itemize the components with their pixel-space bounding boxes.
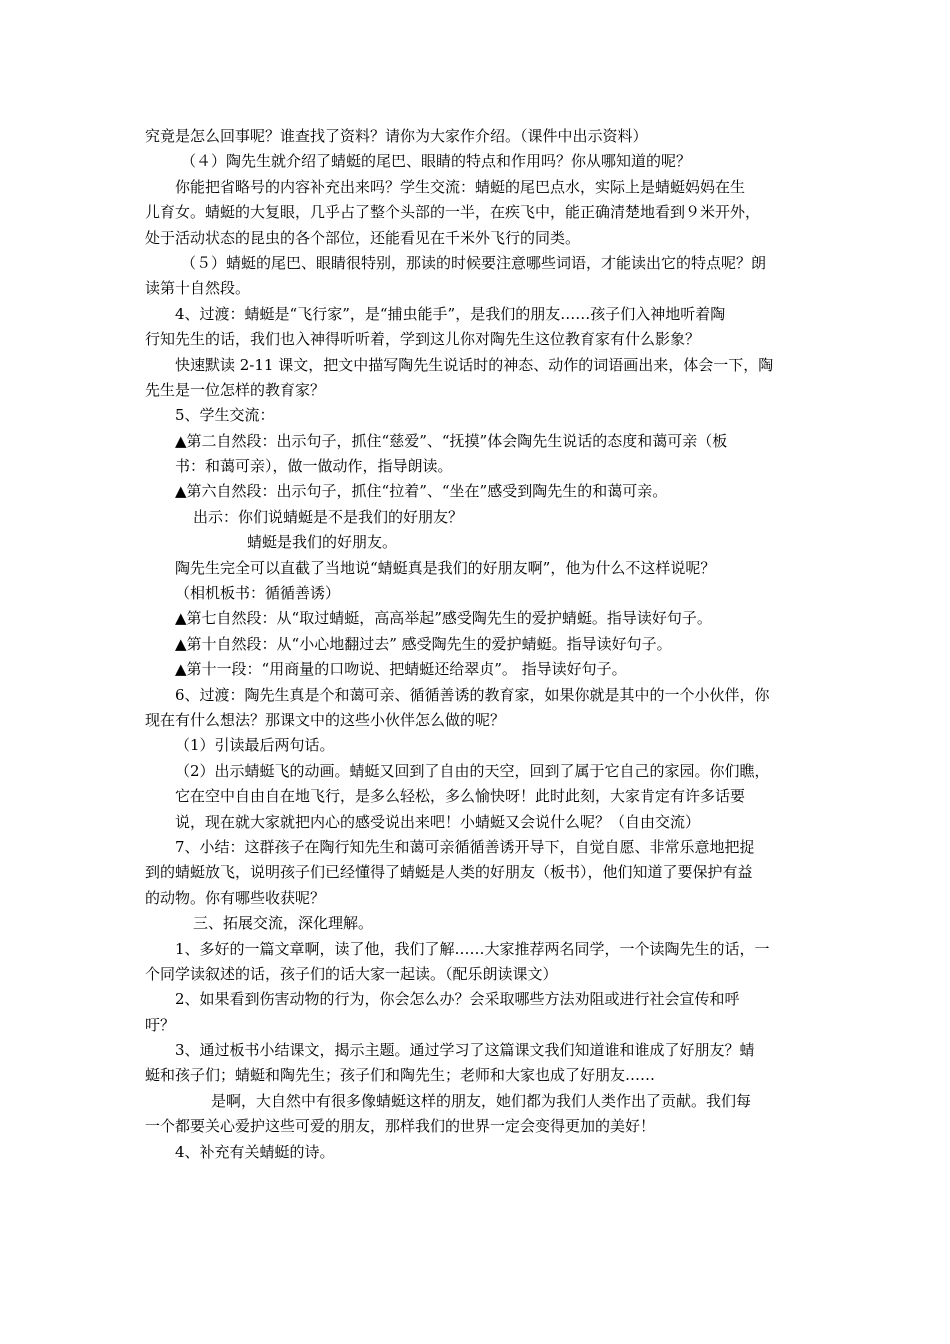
text-line: 书：和蔼可亲），做一做动作，指导朗读。 (175, 457, 453, 476)
text-line: 蜓和孩子们；蜻蜓和陶先生；孩子们和陶先生；老师和大家也成了好朋友…… (145, 1066, 656, 1085)
text-line: 快速默读 2-11 课文，把文中描写陶先生说话时的神态、动作的词语画出来，体会一下，陶 (175, 355, 774, 374)
text-line: （５）蜻蜓的尾巴、眼睛很特别，那读的时候要注意哪些词语，才能读出它的特点呢？朗 (181, 253, 767, 272)
text-line: 7、小结：这群孩子在陶行知先生和蔼可亲循循善诱开导下，自觉自愿、非常乐意地把捉 (175, 837, 755, 856)
text-line: 2、如果看到伤害动物的行为，你会怎么办？会采取哪些方法劝阻或进行社会宣传和呼 (175, 990, 740, 1009)
text-line: ▲第十一段：“用商量的口吻说、把蜻蜓还给翠贞”。 指导读好句子。 (175, 660, 627, 679)
text-line: （４）陶先生就介绍了蜻蜓的尾巴、眼睛的特点和作用吗？你从哪知道的呢？ (181, 152, 692, 171)
text-line: ▲第十自然段：从“小心地翻过去” 感受陶先生的爱护蜻蜓。指导读好句子。 (175, 634, 672, 653)
text-line: 现在有什么想法？那课文中的这些小伙伴怎么做的呢？ (145, 710, 506, 729)
text-line: 5、学生交流： (175, 406, 275, 425)
text-line: 读第十自然段。 (145, 279, 251, 298)
text-line: 吁？ (145, 1015, 176, 1034)
text-line: ▲第六自然段：出示句子，抓住“拉着”、“坐在”感受到陶先生的和蔼可亲。 (175, 482, 668, 501)
section-heading: 三、拓展交流，深化理解。 (193, 914, 374, 933)
text-line: 一个都要关心爱护这些可爱的朋友，那样我们的世界一定会变得更加的美好！ (145, 1117, 656, 1136)
lesson-plan-body (145, 124, 810, 1165)
text-line: （相机板书：循循善诱） (175, 584, 341, 603)
text-line: 4、过渡：蜻蜓是“飞行家”，是“捕虫能手”，是我们的朋友……孩子们入神地听着陶 (175, 304, 726, 323)
text-line: 的动物。你有哪些收获呢？ (145, 888, 326, 907)
text-line: 你能把省略号的内容补充出来吗？学生交流：蜻蜓的尾巴点水，实际上是蜻蜓妈妈在生 (175, 177, 746, 196)
text-line: 行知先生的话，我们也入神得听听着，学到这儿你对陶先生这位教育家有什么影象？ (145, 330, 701, 349)
text-line: 6、过渡：陶先生真是个和蔼可亲、循循善诱的教育家，如果你就是其中的一个小伙伴，你 (175, 685, 770, 704)
text-line: 先生是一位怎样的教育家？ (145, 380, 326, 399)
text-line: 儿育女。蜻蜓的大复眼，几乎占了整个头部的一半，在疾飞中，能正确清楚地看到９米开外， (145, 203, 761, 222)
text-line: 蜻蜓是我们的好朋友。 (247, 533, 398, 552)
text-line: 出示：你们说蜻蜓是不是我们的好朋友？ (193, 507, 464, 526)
text-line: 处于活动状态的昆虫的各个部位，还能看见在千米外飞行的同类。 (145, 228, 581, 247)
text-line: 到的蜻蜓放飞，说明孩子们已经懂得了蜻蜓是人类的好朋友（板书），他们知道了要保护有益 (145, 863, 753, 882)
text-line: ▲第七自然段：从“取过蜻蜓，高高举起”感受陶先生的爱护蜻蜓。指导读好句子。 (175, 609, 712, 628)
text-line: 究竟是怎么回事呢？谁查找了资料？请你为大家作介绍。（课件中出示资料） (145, 127, 648, 145)
text-line: ▲第二自然段：出示句子，抓住“慈爱”、“抚摸”体会陶先生说话的态度和蔼可亲（板 (175, 431, 728, 450)
text-line: 它在空中自由自在地飞行，是多么轻松，多么愉快呀！此时此刻，大家肯定有许多话要 (175, 787, 746, 806)
text-line: 个同学读叙述的话，孩子们的话大家一起读。（配乐朗读课文） (145, 964, 558, 983)
text-line: 4、补充有关蜻蜓的诗。 (175, 1142, 335, 1161)
text-line: 是啊，大自然中有很多像蜻蜓这样的朋友，她们都为我们人类作出了贡献。我们每 (211, 1091, 752, 1110)
text-line: 陶先生完全可以直截了当地说“蜻蜓真是我们的好朋友啊”，他为什么不这样说呢？ (175, 558, 716, 577)
text-line: 1、多好的一篇文章啊，读了他，我们了解……大家推荐两名同学，一个读陶先生的话，一 (175, 939, 770, 958)
text-line: 说，现在就大家就把内心的感受说出来吧！小蜻蜓又会说什么呢？（自由交流） (175, 812, 701, 831)
text-line: （1）引读最后两句话。 (175, 736, 335, 755)
text-line: （2）出示蜻蜓飞的动画。蜻蜓又回到了自由的天空，回到了属于它自己的家园。你们瞧， (175, 761, 770, 780)
text-line: 3、通过板书小结课文，揭示主题。通过学习了这篇课文我们知道谁和谁成了好朋友？蜻 (175, 1041, 755, 1060)
